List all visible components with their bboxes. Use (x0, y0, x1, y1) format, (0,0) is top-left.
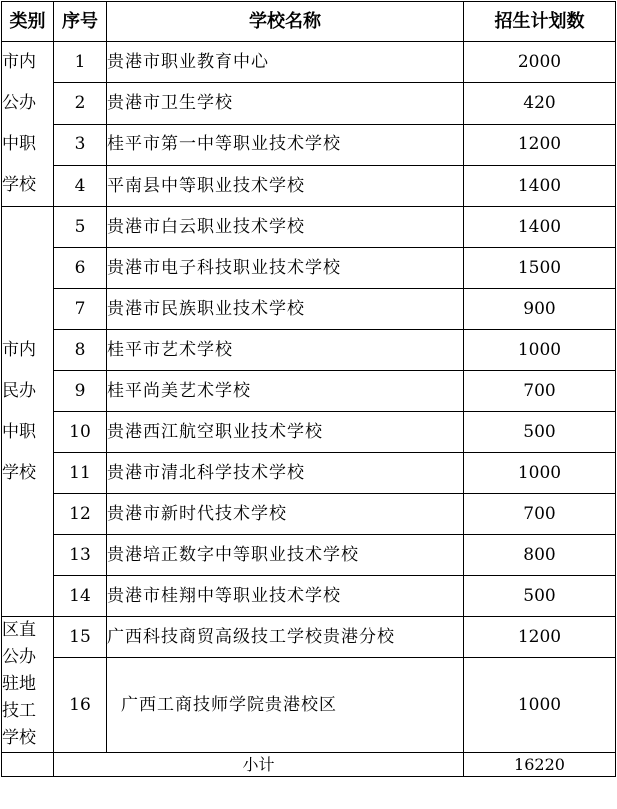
enrollment-plan-cell: 1400 (464, 207, 616, 248)
school-name-cell: 桂平尚美艺术学校 (107, 371, 464, 412)
table-row (2, 207, 616, 248)
school-name-cell: 平南县中等职业技术学校 (107, 165, 464, 206)
table-row (2, 617, 616, 658)
school-name-cell: 贵港培正数字中等职业技术学校 (107, 535, 464, 576)
category-label-line: 中职 (2, 134, 36, 154)
enrollment-plan-cell: 1000 (464, 330, 616, 371)
enrollment-plan-cell: 800 (464, 535, 616, 576)
enrollment-plan-cell: 1000 (464, 453, 616, 494)
category-label-line: 市内 (2, 52, 36, 72)
total-label: 小计 (54, 753, 464, 777)
school-name-cell: 贵港市卫生学校 (107, 83, 464, 124)
table-row (2, 494, 616, 535)
seq-cell: 12 (54, 494, 107, 535)
enrollment-plan-table (1, 1, 616, 777)
table-row (2, 330, 616, 371)
table-row (2, 248, 616, 289)
table-row (2, 165, 616, 206)
header-seq: 序号 (54, 2, 107, 42)
category-label-line: 学校 (2, 728, 36, 748)
seq-cell: 11 (54, 453, 107, 494)
table-row (2, 371, 616, 412)
header-enrollment-plan: 招生计划数 (464, 2, 616, 42)
school-name-cell: 贵港市桂翔中等职业技术学校 (107, 576, 464, 617)
school-name-cell: 贵港市清北科学技术学校 (107, 453, 464, 494)
school-name-cell: 贵港市民族职业技术学校 (107, 289, 464, 330)
enrollment-plan-cell: 500 (464, 412, 616, 453)
category-cell (2, 42, 54, 207)
enrollment-plan-cell: 1200 (464, 617, 616, 658)
header-row (2, 2, 616, 42)
seq-cell: 16 (54, 658, 107, 753)
category-label-line: 民办 (2, 380, 36, 401)
seq-cell: 5 (54, 207, 107, 248)
category-label-line: 学校 (2, 175, 36, 195)
table-row (2, 535, 616, 576)
seq-cell: 14 (54, 576, 107, 617)
category-label-line: 学校 (2, 462, 36, 483)
enrollment-plan-cell: 1000 (464, 658, 616, 753)
table-row (2, 412, 616, 453)
header-school-name: 学校名称 (107, 2, 464, 42)
school-name-cell: 贵港市白云职业技术学校 (107, 207, 464, 248)
enrollment-plan-cell: 700 (464, 494, 616, 535)
category-label-line: 市内 (2, 339, 36, 360)
category-label-line: 中职 (2, 421, 36, 442)
school-name-cell: 广西工商技师学院贵港校区 (107, 658, 464, 753)
table-row (2, 576, 616, 617)
seq-cell: 1 (54, 42, 107, 83)
enrollment-plan-cell: 2000 (464, 42, 616, 83)
school-name-cell: 桂平市艺术学校 (107, 330, 464, 371)
seq-cell: 13 (54, 535, 107, 576)
school-name-cell: 桂平市第一中等职业技术学校 (107, 124, 464, 165)
table-row (2, 658, 616, 753)
enrollment-plan-cell: 900 (464, 289, 616, 330)
category-label-line: 公办 (2, 647, 36, 667)
seq-cell: 3 (54, 124, 107, 165)
school-name-cell: 贵港西江航空职业技术学校 (107, 412, 464, 453)
table-row (2, 124, 616, 165)
seq-cell: 9 (54, 371, 107, 412)
category-label-line: 驻地 (2, 674, 36, 694)
category-cell (2, 207, 54, 617)
total-value: 16220 (464, 753, 616, 777)
table-row (2, 83, 616, 124)
school-name-cell: 广西科技商贸高级技工学校贵港分校 (107, 617, 464, 658)
seq-cell: 4 (54, 165, 107, 206)
seq-cell: 15 (54, 617, 107, 658)
school-name-cell: 贵港市新时代技术学校 (107, 494, 464, 535)
header-category: 类别 (2, 2, 54, 42)
enrollment-plan-cell: 420 (464, 83, 616, 124)
table-row (2, 42, 616, 83)
enrollment-plan-cell: 1200 (464, 124, 616, 165)
total-blank-cell (2, 753, 54, 777)
enrollment-plan-cell: 500 (464, 576, 616, 617)
enrollment-plan-cell: 1500 (464, 248, 616, 289)
table-row (2, 453, 616, 494)
enrollment-plan-cell: 700 (464, 371, 616, 412)
category-label-line: 公办 (2, 93, 36, 113)
seq-cell: 8 (54, 330, 107, 371)
school-name-cell: 贵港市职业教育中心 (107, 42, 464, 83)
total-row (2, 753, 616, 777)
table-body (2, 2, 616, 777)
category-cell (2, 617, 54, 753)
seq-cell: 6 (54, 248, 107, 289)
enrollment-plan-cell: 1400 (464, 165, 616, 206)
category-label-line: 区直 (2, 620, 36, 640)
table-row (2, 289, 616, 330)
seq-cell: 2 (54, 83, 107, 124)
seq-cell: 7 (54, 289, 107, 330)
category-label-line: 技工 (2, 701, 36, 721)
seq-cell: 10 (54, 412, 107, 453)
school-name-cell: 贵港市电子科技职业技术学校 (107, 248, 464, 289)
